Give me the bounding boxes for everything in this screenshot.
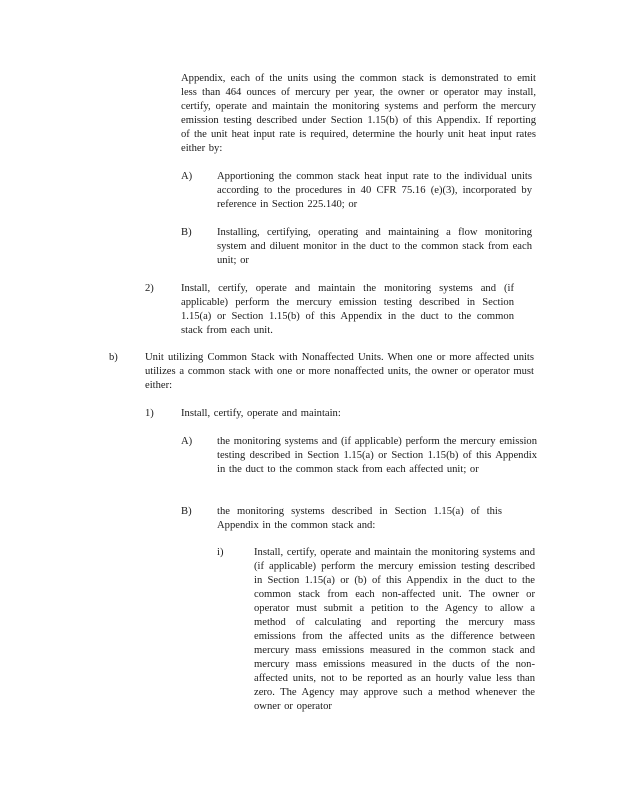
item-marker-b-monitoring: B) xyxy=(181,506,192,517)
item-text-1-install: Install, certify, operate and maintain: xyxy=(181,408,341,419)
item-text-b-monitoring: the monitoring systems described in Section 1.15(a) of this Appendix in the common stack and: xyxy=(217,506,502,531)
item-text-a-apportion: Apportioning the common stack heat input rate to the individual units according to the procedures in 40 CFR 75.16 (e)(3), incorporated by reference in Section 225.140; or xyxy=(217,171,532,210)
item-marker-2-install: 2) xyxy=(145,283,154,294)
intro-paragraph: Appendix, each of the units using the common stack is demonstrated to emit less than 464 ounces of mercury per year, the owner or operator may install, certify, operate and maintain the monitoring systems and perform the mercury emission testing described under Section 1.15(b) of this Appendix. If reporting of the unit heat input rate is required, determine the hourly unit heat input rates either by: xyxy=(181,73,536,154)
item-marker-b-flow-monitor: B) xyxy=(181,227,192,238)
item-text-a-monitoring: the monitoring systems and (if applicable) perform the mercury emission testing described in Section 1.15(a) or Section 1.15(b) of this Appendix in the duct to the common stack from each affected unit; or xyxy=(217,436,537,475)
item-marker-1-install: 1) xyxy=(145,408,154,419)
item-marker-b-nonaffected: b) xyxy=(109,352,118,363)
item-text-b-flow-monitor: Installing, certifying, operating and maintaining a flow monitoring system and diluent monitor in the duct to the common stack from each unit; or xyxy=(217,227,532,266)
item-marker-a-monitoring: A) xyxy=(181,436,193,447)
item-text-2-install: Install, certify, operate and maintain the monitoring systems and (if applicable) perform the mercury emission testing described in Section 1.15(a) or Section 1.15(b) of this Appendix in the duct to the common stack from each unit. xyxy=(181,283,514,336)
item-text-b-nonaffected: Unit utilizing Common Stack with Nonaffected Units. When one or more affected units utilizes a common stack with one or more nonaffected units, the owner or operator must either: xyxy=(145,352,534,391)
item-text-i-install: Install, certify, operate and maintain the monitoring systems and (if applicable) perform the mercury emission testing described in Section 1.15(a) or (b) of this Appendix in the duct to the common stack from each non-affected unit. The owner or operator must submit a petition to the Agency to allow a method of calculating and reporting the mercury mass emissions from the affected units as the difference between mercury mass emissions measured in the common stack and mercury mass emissions measured in the ducts of the non-affected units, not to be reported as an hourly value less than zero. The Agency may approve such a method whenever the owner or operator xyxy=(254,547,535,712)
item-marker-a-apportion: A) xyxy=(181,171,193,182)
item-marker-i-install: i) xyxy=(217,547,224,558)
